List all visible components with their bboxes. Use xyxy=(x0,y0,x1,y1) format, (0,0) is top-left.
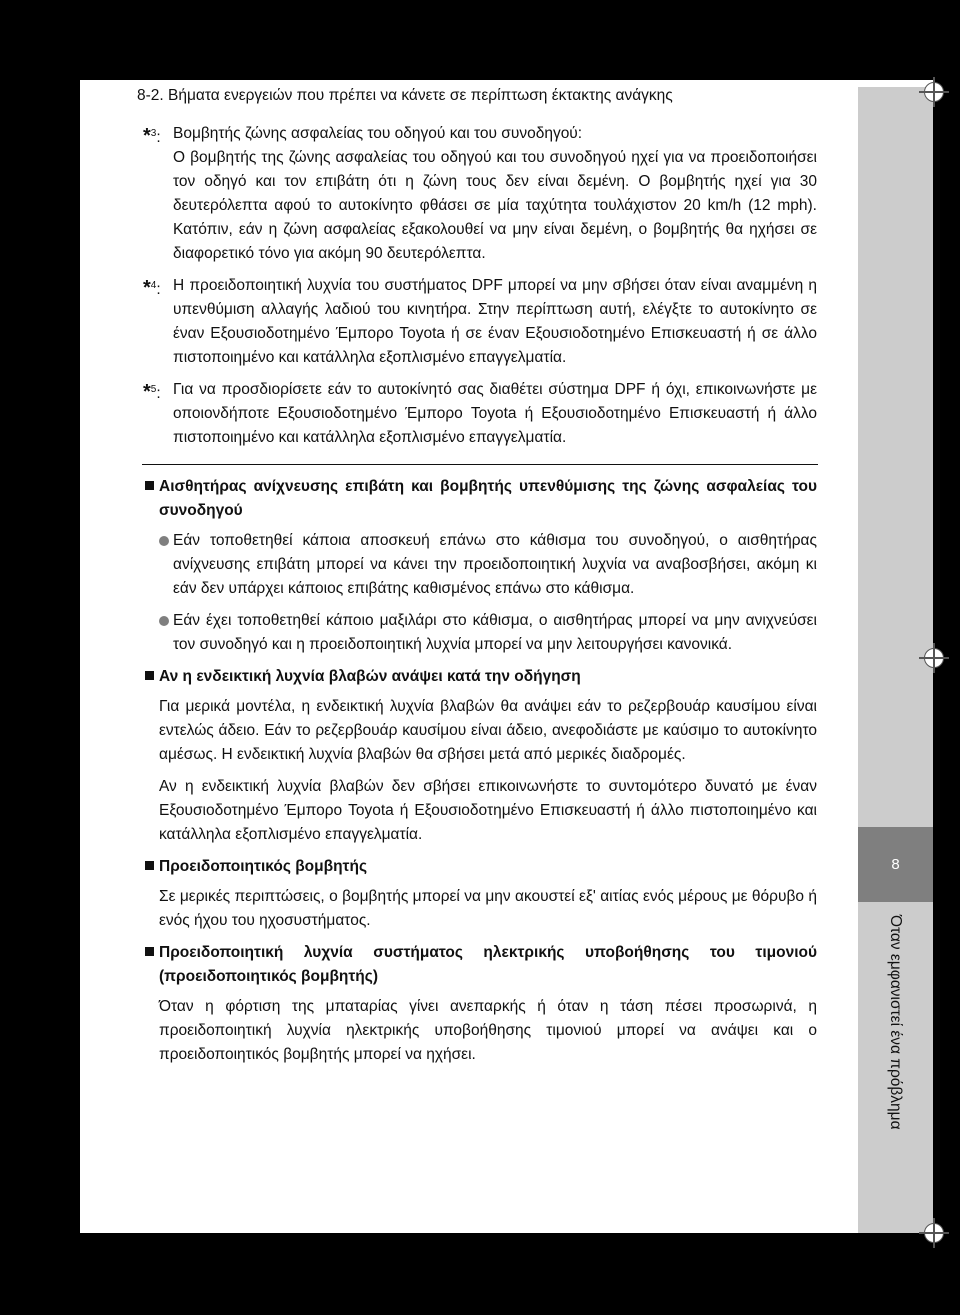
body-paragraph: Για μερικά μοντέλα, η ενδεικτική λυχνία βλαβών θα ανάψει εάν το ρεζερβουάρ καυσίμου είναι εντελώς άδειο. Εάν το ρεζερβουάρ καυσίμου είναι άδειο, ανεφοδιάστε με καύσιμο το αυτοκίνητο αμέσως. Η ενδεικτική λυχνία βλαβών θα σβήσει μετά από μερικές διαδρομές. xyxy=(159,698,817,763)
body-paragraph: Σε μερικές περιπτώσεις, ο βομβητής μπορεί να μην ακουστεί εξ' αιτίας ενός μέρους με θόρυβο ή ενός ήχου του ηχοσυστήματος. xyxy=(159,888,817,929)
crop-mark-icon xyxy=(924,648,944,668)
footnote-item xyxy=(145,274,817,370)
bullet-item: Εάν τοποθετηθεί κάποια αποσκευή επάνω στο κάθισμα του συνοδηγού, ο αισθητήρας ανίχνευσης επιβάτη μπορεί να κάνει την προειδοποιητική λυχνία να αναβοσβήσει, ακόμη κι εάν δεν υπάρχει κάποιος επιβάτης καθισμένος επάνω στο κάθισμα. xyxy=(145,529,817,601)
chapter-title-vertical: Όταν εμφανιστεί ένα πρόβλημα xyxy=(887,915,904,1130)
footnote-marker: *$^4$: xyxy=(143,277,161,299)
square-bullet-icon xyxy=(145,671,154,680)
chapter-number-tab: 8 xyxy=(858,827,933,902)
bullet-item: Εάν έχει τοποθετηθεί κάποιο μαξιλάρι στο κάθισμα, ο αισθητήρας μπορεί να μην ανιχνεύσει τον συνοδηγό και η προειδοποιητική λυχνία μπορεί να μην λειτουργήσει κανονικά. xyxy=(145,609,817,657)
section-heading: Προειδοποιητικός βομβητής xyxy=(145,855,817,879)
footnote-item xyxy=(145,146,817,266)
footnote-item xyxy=(145,378,817,450)
page-content xyxy=(145,122,817,1075)
square-bullet-icon xyxy=(145,947,154,956)
section-divider xyxy=(142,464,818,465)
footnote-marker: *$^3$: xyxy=(143,125,161,147)
section-heading: Αν η ενδεικτική λυχνία βλαβών ανάψει κατά την οδήγηση xyxy=(145,665,817,689)
footnote-text: Η προειδοποιητική λυχνία του συστήματος DPF μπορεί να μην σβήσει όταν είναι αναμμένη η υπενθύμιση αλλαγής λαδιού του κινητήρα. Στην περίπτωση αυτή, ελέγξτε το αυτοκίνητο σε έναν Εξουσιοδοτημένο Έμπορο Toyota ή σε έναν Εξουσιοδοτημένο Επισκευαστή ή σε άλλο πιστοποιημένο και κατάλληλα εξοπλισμένο επαγγελματία. xyxy=(173,277,817,366)
footnote-text: Βομβητής ζώνης ασφαλείας του οδηγού και του συνοδηγού: xyxy=(173,125,583,142)
footnote-text: Ο βομβητής της ζώνης ασφαλείας του οδηγού και του συνοδηγού ηχεί για να προειδοποιήσει τον οδηγό και τον επιβάτη ότι η ζώνη τους δεν είναι δεμένη. Ο βομβητής ηχεί για 30 δευτερόλεπτα αφού το αυτοκίνητο φθάσει σε μία ταχύτητα τουλάχιστον 20 km/h (12 mph). Κατόπιν, εάν η ζώνη ασφαλείας εξακολουθεί να μην είναι δεμένη, ο βομβητής θα ηχήσει σε διαφορετικό τόνο για ακόμη 90 δευτερόλεπτα. xyxy=(173,149,817,262)
footnote-marker: *$^5$: xyxy=(143,381,161,403)
body-paragraph: Όταν η φόρτιση της μπαταρίας γίνει ανεπαρκής ή όταν η τάση πέσει προσωρινά, η προειδοποιητική λυχνία ηλεκτρικής υποβοήθησης τιμονιού μπορεί να ανάψει και ο προειδοποιητικός βομβητής μπορεί να ηχήσει. xyxy=(159,998,817,1063)
square-bullet-icon xyxy=(145,481,154,490)
section-heading: Προειδοποιητική λυχνία συστήματος ηλεκτρικής υποβοήθησης του τιμονιού (προειδοποιητικός βομβητής) xyxy=(145,941,817,989)
square-bullet-icon xyxy=(145,861,154,870)
footnote-item xyxy=(145,122,817,146)
circle-bullet-icon xyxy=(159,616,169,626)
page-header: 8-2. Βήματα ενεργειών που πρέπει να κάνετε σε περίπτωση έκτακτης ανάγκης xyxy=(137,87,673,104)
crop-mark-icon xyxy=(924,82,944,102)
footnote-text: Για να προσδιορίσετε εάν το αυτοκίνητό σας διαθέτει σύστημα DPF ή όχι, επικοινωνήστε με οποιονδήποτε Εξουσιοδοτημένο Έμπορο Toyota ή Εξουσιοδοτημένο Επισκευαστή ή άλλο πιστοποιημένο και κατάλληλα εξοπλισμένο επαγγελματία. xyxy=(173,381,817,446)
circle-bullet-icon xyxy=(159,536,169,546)
section-heading: Αισθητήρας ανίχνευσης επιβάτη και βομβητής υπενθύμισης της ζώνης ασφαλείας του συνοδηγού xyxy=(145,475,817,523)
body-paragraph: Αν η ενδεικτική λυχνία βλαβών δεν σβήσει επικοινωνήστε το συντομότερο δυνατό με έναν Εξουσιοδοτημένο Έμπορο Toyota ή Εξουσιοδοτημένο Επισκευαστή ή άλλο πιστοποιημένο και κατάλληλα εξοπλισμένο επαγγελματία. xyxy=(159,778,817,843)
crop-mark-icon xyxy=(924,1223,944,1243)
